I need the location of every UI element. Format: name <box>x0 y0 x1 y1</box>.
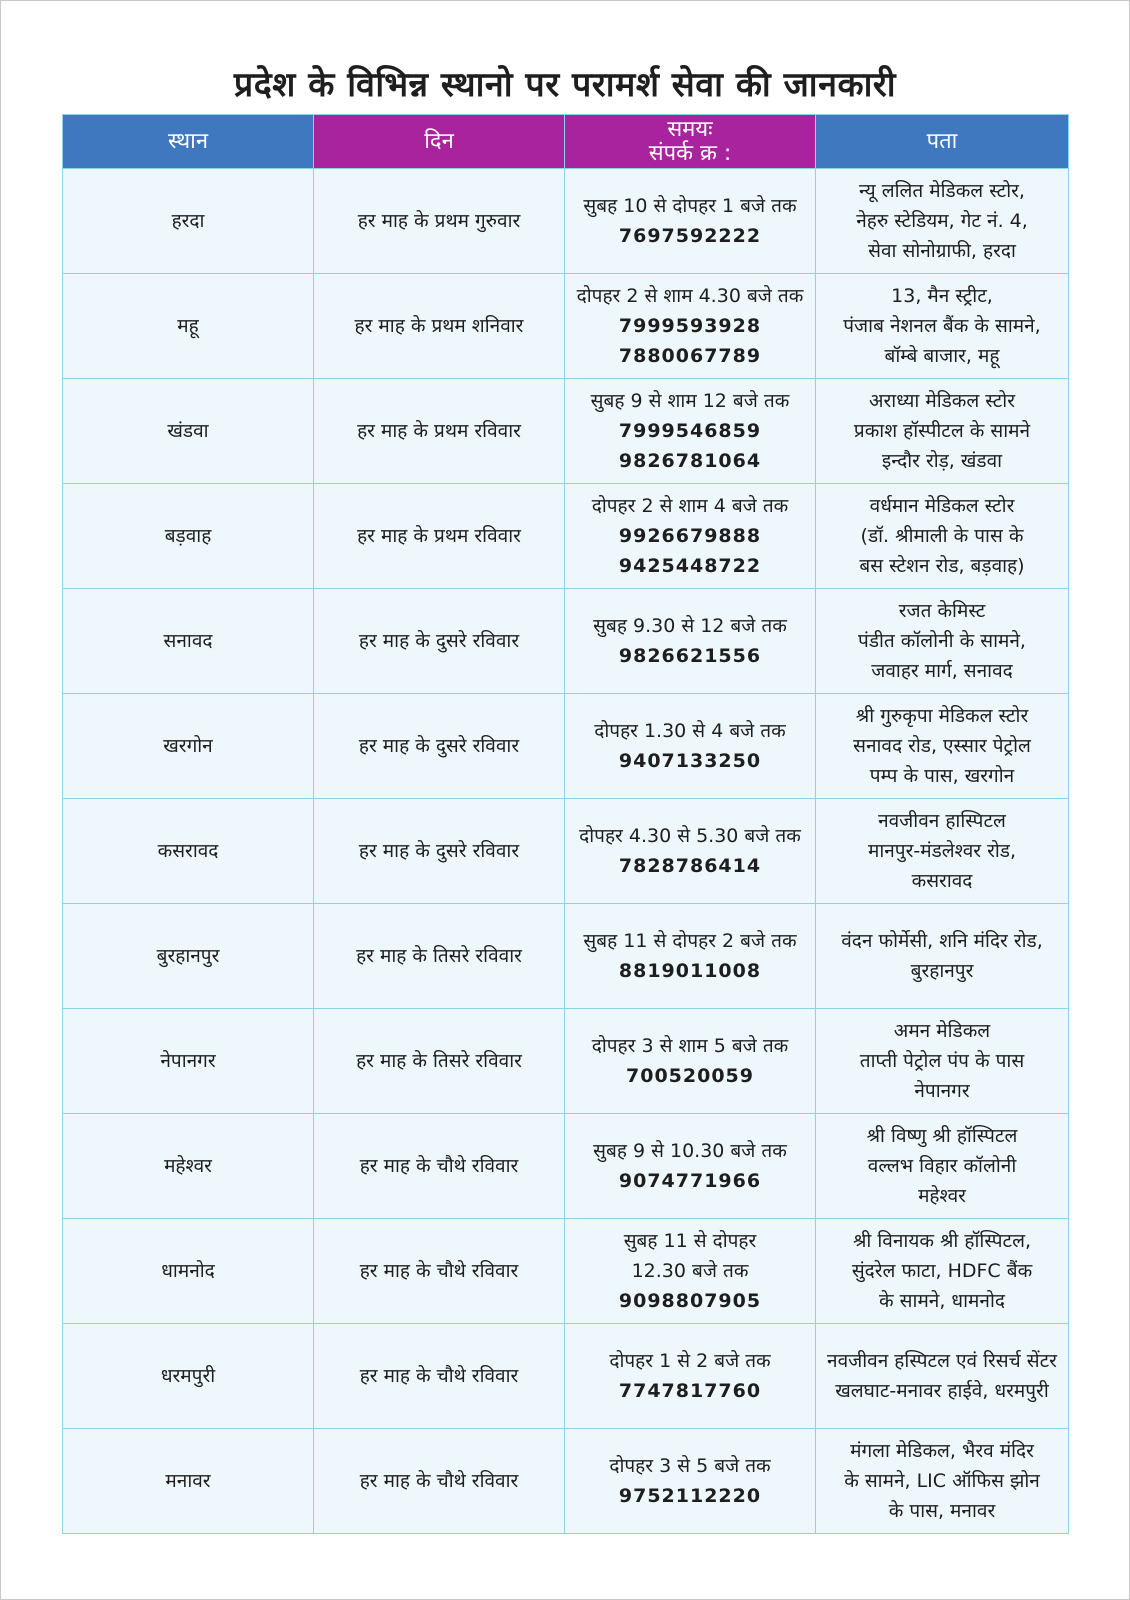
cell-day: हर माह के चौथे रविवार <box>314 1429 565 1534</box>
table-header-row <box>63 115 1069 169</box>
cell-day: हर माह के प्रथम गुरुवार <box>314 169 565 274</box>
cell-place: धामनोद <box>63 1219 314 1324</box>
address-line: अमन मेडिकल <box>893 1020 991 1042</box>
table-row <box>63 1429 1069 1534</box>
address-line: पंडीत कॉलोनी के सामने, <box>858 630 1026 652</box>
address-line: अराध्या मेडिकल स्टोर <box>869 390 1015 412</box>
cell-time-contact <box>565 904 816 1009</box>
time-text: दोपहर 3 से 5 बजे तक <box>609 1455 771 1477</box>
phone-number: 7999546859 <box>618 420 762 442</box>
phone-number: 9098807905 <box>618 1290 762 1312</box>
table-row <box>63 1324 1069 1429</box>
header-address: पता <box>816 115 1069 169</box>
address-line: इन्दौर रोड़, खंडवा <box>881 450 1003 472</box>
address-line: वंदन फोर्मेसी, शनि मंदिर रोड, <box>841 930 1043 952</box>
cell-address <box>816 1429 1069 1534</box>
cell-address <box>816 1009 1069 1114</box>
header-time: समयः <box>667 116 713 142</box>
table-row <box>63 274 1069 379</box>
address-line: रजत केमिस्ट <box>898 600 986 622</box>
phone-number: 9074771966 <box>618 1170 762 1192</box>
phone-number: 7747817760 <box>618 1380 762 1402</box>
time-text: दोपहर 1.30 से 4 बजे तक <box>594 720 786 742</box>
address-line: जवाहर मार्ग, सनावद <box>871 660 1013 682</box>
address-line: कसरावद <box>911 870 973 892</box>
time-text: सुबह 9 से 10.30 बजे तक <box>593 1140 787 1162</box>
phone-number: 7828786414 <box>618 855 762 877</box>
table-row <box>63 1009 1069 1114</box>
table-row <box>63 1219 1069 1324</box>
time-text: सुबह 9.30 से 12 बजे तक <box>593 615 787 637</box>
phone-number: 700520059 <box>626 1065 754 1087</box>
address-line: मंगला मेडिकल, भैरव मंदिर <box>850 1440 1034 1462</box>
cell-place: धरमपुरी <box>63 1324 314 1429</box>
address-line: बॉम्बे बाजार, महू <box>884 345 1000 367</box>
table-row <box>63 379 1069 484</box>
cell-place: हरदा <box>63 169 314 274</box>
cell-day: हर माह के चौथे रविवार <box>314 1219 565 1324</box>
time-text: दोपहर 2 से शाम 4 बजे तक <box>591 495 789 517</box>
phone-number: 7999593928 <box>618 315 762 337</box>
address-line: खलघाट-मनावर हाईवे, धरमपुरी <box>835 1380 1049 1402</box>
time-text: दोपहर 3 से शाम 5 बजे तक <box>591 1035 789 1057</box>
address-line: नवजीवन हास्पिटल <box>878 810 1006 832</box>
cell-place: खंडवा <box>63 379 314 484</box>
cell-place: नेपानगर <box>63 1009 314 1114</box>
phone-number: 9926679888 <box>618 525 762 547</box>
address-line: के सामने, LIC ऑफिस झोन <box>844 1470 1040 1492</box>
phone-number: 9826781064 <box>618 450 762 472</box>
cell-time-contact <box>565 169 816 274</box>
address-line: श्री विनायक श्री हॉस्पिटल, <box>852 1230 1032 1252</box>
cell-place: खरगोन <box>63 694 314 799</box>
address-line: सुंदरेल फाटा, HDFC बैंक <box>851 1260 1033 1282</box>
address-line: वल्लभ विहार कॉलोनी <box>867 1155 1017 1177</box>
time-text: दोपहर 4.30 से 5.30 बजे तक <box>579 825 801 847</box>
cell-day: हर माह के दुसरे रविवार <box>314 694 565 799</box>
time-text: दोपहर 1 से 2 बजे तक <box>609 1350 771 1372</box>
address-line: श्री विष्णु श्री हॉस्पिटल <box>866 1125 1018 1147</box>
table-row <box>63 1114 1069 1219</box>
phone-number: 7880067789 <box>618 345 762 367</box>
phone-number: 9826621556 <box>618 645 762 667</box>
phone-number: 7697592222 <box>618 225 762 247</box>
cell-place: मनावर <box>63 1429 314 1534</box>
cell-address <box>816 274 1069 379</box>
address-line: 13, मैन स्ट्रीट, <box>891 285 993 307</box>
header-time-contact <box>565 115 816 169</box>
cell-address <box>816 904 1069 1009</box>
cell-place: बड़वाह <box>63 484 314 589</box>
header-contact: संपर्क क्र : <box>648 140 732 166</box>
cell-place: कसरावद <box>63 799 314 904</box>
cell-place: महू <box>63 274 314 379</box>
cell-place: बुरहानपुर <box>63 904 314 1009</box>
phone-number: 9425448722 <box>618 555 762 577</box>
cell-time-contact <box>565 1009 816 1114</box>
address-line: नेहरु स्टेडियम, गेट नं. 4, <box>856 210 1028 232</box>
address-line: पम्प के पास, खरगोन <box>869 765 1015 787</box>
phone-number: 9752112220 <box>618 1485 762 1507</box>
address-line: महेश्वर <box>918 1185 966 1207</box>
address-line: वर्धमान मेडिकल स्टोर <box>869 495 1015 517</box>
counselling-schedule-table <box>62 114 1069 1534</box>
time-text: सुबह 11 से दोपहर <box>623 1230 757 1252</box>
cell-day: हर माह के तिसरे रविवार <box>314 904 565 1009</box>
address-line: (डॉ. श्रीमाली के पास के <box>860 525 1024 547</box>
address-line: सेवा सोनोग्राफी, हरदा <box>868 240 1016 262</box>
table-row <box>63 484 1069 589</box>
phone-number: 8819011008 <box>618 960 762 982</box>
cell-time-contact <box>565 484 816 589</box>
cell-address <box>816 1324 1069 1429</box>
cell-day: हर माह के दुसरे रविवार <box>314 799 565 904</box>
address-line: प्रकाश हॉस्पीटल के सामने <box>853 420 1031 442</box>
cell-time-contact <box>565 589 816 694</box>
time-text: दोपहर 2 से शाम 4.30 बजे तक <box>576 285 804 307</box>
cell-address <box>816 589 1069 694</box>
cell-time-contact <box>565 694 816 799</box>
header-day: दिन <box>314 115 565 169</box>
table-row <box>63 799 1069 904</box>
address-line: मानपुर-मंडलेश्वर रोड, <box>867 840 1016 862</box>
cell-day: हर माह के प्रथम रविवार <box>314 484 565 589</box>
cell-time-contact <box>565 1324 816 1429</box>
address-line: ताप्ती पेट्रोल पंप के पास <box>859 1050 1025 1072</box>
time-text: 12.30 बजे तक <box>631 1260 749 1282</box>
cell-address <box>816 379 1069 484</box>
table-row <box>63 694 1069 799</box>
time-text: सुबह 9 से शाम 12 बजे तक <box>590 390 790 412</box>
address-line: नवजीवन हस्पिटल एवं रिसर्च सेंटर <box>827 1350 1057 1372</box>
cell-place: महेश्वर <box>63 1114 314 1219</box>
cell-address <box>816 484 1069 589</box>
cell-address <box>816 169 1069 274</box>
cell-day: हर माह के तिसरे रविवार <box>314 1009 565 1114</box>
cell-time-contact <box>565 799 816 904</box>
cell-place: सनावद <box>63 589 314 694</box>
table-body <box>63 169 1069 1534</box>
address-line: बुरहानपुर <box>910 960 974 982</box>
cell-time-contact <box>565 379 816 484</box>
cell-day: हर माह के चौथे रविवार <box>314 1114 565 1219</box>
time-text: सुबह 11 से दोपहर 2 बजे तक <box>583 930 797 952</box>
address-line: सनावद रोड, एस्सार पेट्रोल <box>853 735 1031 757</box>
address-line: न्यू ललित मेडिकल स्टोर, <box>859 180 1025 202</box>
table-row <box>63 169 1069 274</box>
cell-day: हर माह के दुसरे रविवार <box>314 589 565 694</box>
address-line: नेपानगर <box>914 1080 970 1102</box>
cell-address <box>816 799 1069 904</box>
address-line: श्री गुरुकृपा मेडिकल स्टोर <box>855 705 1029 727</box>
table-row <box>63 904 1069 1009</box>
address-line: बस स्टेशन रोड, बड़वाह) <box>859 555 1025 577</box>
cell-address <box>816 1114 1069 1219</box>
cell-address <box>816 1219 1069 1324</box>
phone-number: 9407133250 <box>618 750 762 772</box>
table-row <box>63 589 1069 694</box>
header-place: स्थान <box>63 115 314 169</box>
cell-time-contact <box>565 274 816 379</box>
cell-day: हर माह के चौथे रविवार <box>314 1324 565 1429</box>
address-line: पंजाब नेशनल बैंक के सामने, <box>843 315 1041 337</box>
time-text: सुबह 10 से दोपहर 1 बजे तक <box>583 195 797 217</box>
cell-time-contact <box>565 1429 816 1534</box>
cell-time-contact <box>565 1114 816 1219</box>
cell-day: हर माह के प्रथम शनिवार <box>314 274 565 379</box>
cell-time-contact <box>565 1219 816 1324</box>
cell-address <box>816 694 1069 799</box>
page-title: प्रदेश के विभिन्न स्थानो पर परामर्श सेवा की जानकारी <box>233 65 897 105</box>
address-line: के सामने, धामनोद <box>879 1290 1005 1312</box>
address-line: के पास, मनावर <box>888 1500 996 1522</box>
cell-day: हर माह के प्रथम रविवार <box>314 379 565 484</box>
